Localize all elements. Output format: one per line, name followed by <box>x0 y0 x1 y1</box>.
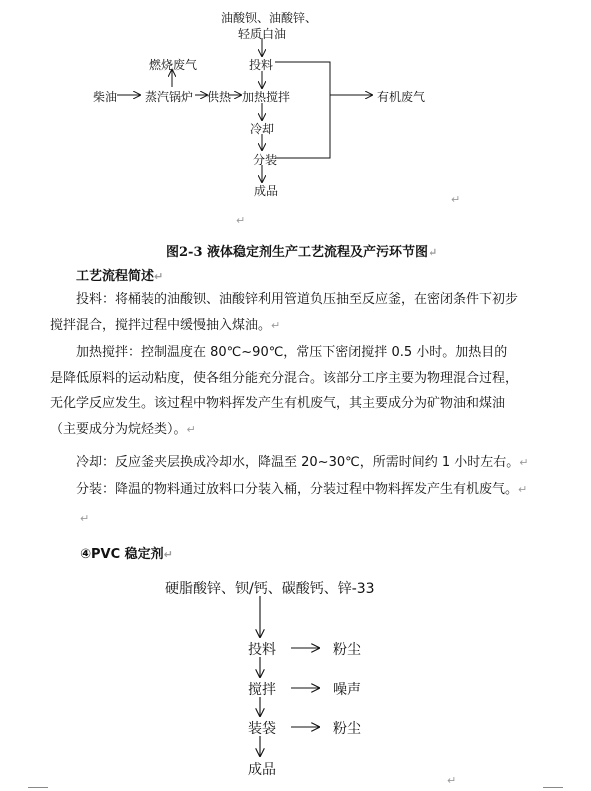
flow2-feed: 投料 <box>248 642 276 658</box>
flow1-exhaust-burn: 燃烧废气 <box>149 58 198 72</box>
section-title-text: ④PVC 稳定剂 <box>80 547 164 562</box>
page-corner-mark <box>543 787 563 788</box>
flow1-diesel: 柴油 <box>93 90 118 104</box>
paragraph-heat-stir-text: 加热搅拌：控制温度在 80℃~90℃，常压下密闭搅拌 0.5 小时。加热目的是降低原料的运动粘度，使各组分能充分混合。该部分工序主要为物理混合过程，无化学反应发生。该过程中物料挥发产生有机废气，其主要成分为矿物油和煤油（主要成分为烷烃类）。 <box>50 345 519 437</box>
flow2-product: 成品 <box>248 762 276 778</box>
paragraph-mark: ↵ <box>154 270 164 283</box>
paragraph-cool-text: 冷却：反应釜夹层换成冷却水，降温至 20~30℃，所需时间约 1 小时左右。 <box>76 455 520 470</box>
flow1-raw-line2: 轻质白油 <box>238 27 287 41</box>
paragraph-mark: ↵ <box>80 512 90 525</box>
paragraph-mark: ↵ <box>447 774 457 787</box>
paragraph-mark: ↵ <box>163 548 173 561</box>
flow1-product: 成品 <box>254 184 279 198</box>
paragraph-mark: ↵ <box>428 246 438 259</box>
flow1-heat-supply: 供热 <box>207 90 232 104</box>
flow1-heat-stir: 加热搅拌 <box>242 90 291 104</box>
flow1-cool: 冷却 <box>250 122 275 136</box>
flow2-dust1: 粉尘 <box>333 642 361 658</box>
flow2-stir: 搅拌 <box>248 682 276 698</box>
flow1-feed: 投料 <box>249 58 274 72</box>
paragraph-mark: ↵ <box>271 318 281 332</box>
page-corner-mark <box>28 787 48 788</box>
paragraph-pack-text: 分装：降温的物料通过放料口分装入桶，分装过程中物料挥发产生有机废气。 <box>76 482 519 497</box>
paragraph-mark: ↵ <box>236 214 246 227</box>
figure-caption-text: 图2-3 液体稳定剂生产工艺流程及产污环节图 <box>166 245 429 260</box>
paragraph-mark: ↵ <box>186 422 196 436</box>
flow2-raw: 硬脂酸锌、钡/钙、碳酸钙、锌-33 <box>165 581 375 597</box>
flow2-noise: 噪声 <box>333 682 361 698</box>
flow2-dust2: 粉尘 <box>333 721 361 737</box>
paragraph-mark: ↵ <box>518 483 528 496</box>
flow1-pack: 分装 <box>253 153 278 167</box>
flow1-organic-gas: 有机废气 <box>377 90 426 104</box>
paragraph-feed-text: 投料：将桶装的油酸钡、油酸锌利用管道负压抽至反应釜，在密闭条件下初步搅拌混合，搅拌过程中缓慢抽入煤油。 <box>50 292 519 333</box>
flow1-raw-line1: 油酸钡、油酸锌、 <box>221 11 318 25</box>
paragraph-mark: ↵ <box>451 193 461 206</box>
flow2-bag: 装袋 <box>248 721 276 737</box>
process-title-text: 工艺流程简述 <box>76 269 155 284</box>
flow1-boiler: 蒸汽锅炉 <box>145 90 194 104</box>
paragraph-mark: ↵ <box>519 456 529 469</box>
